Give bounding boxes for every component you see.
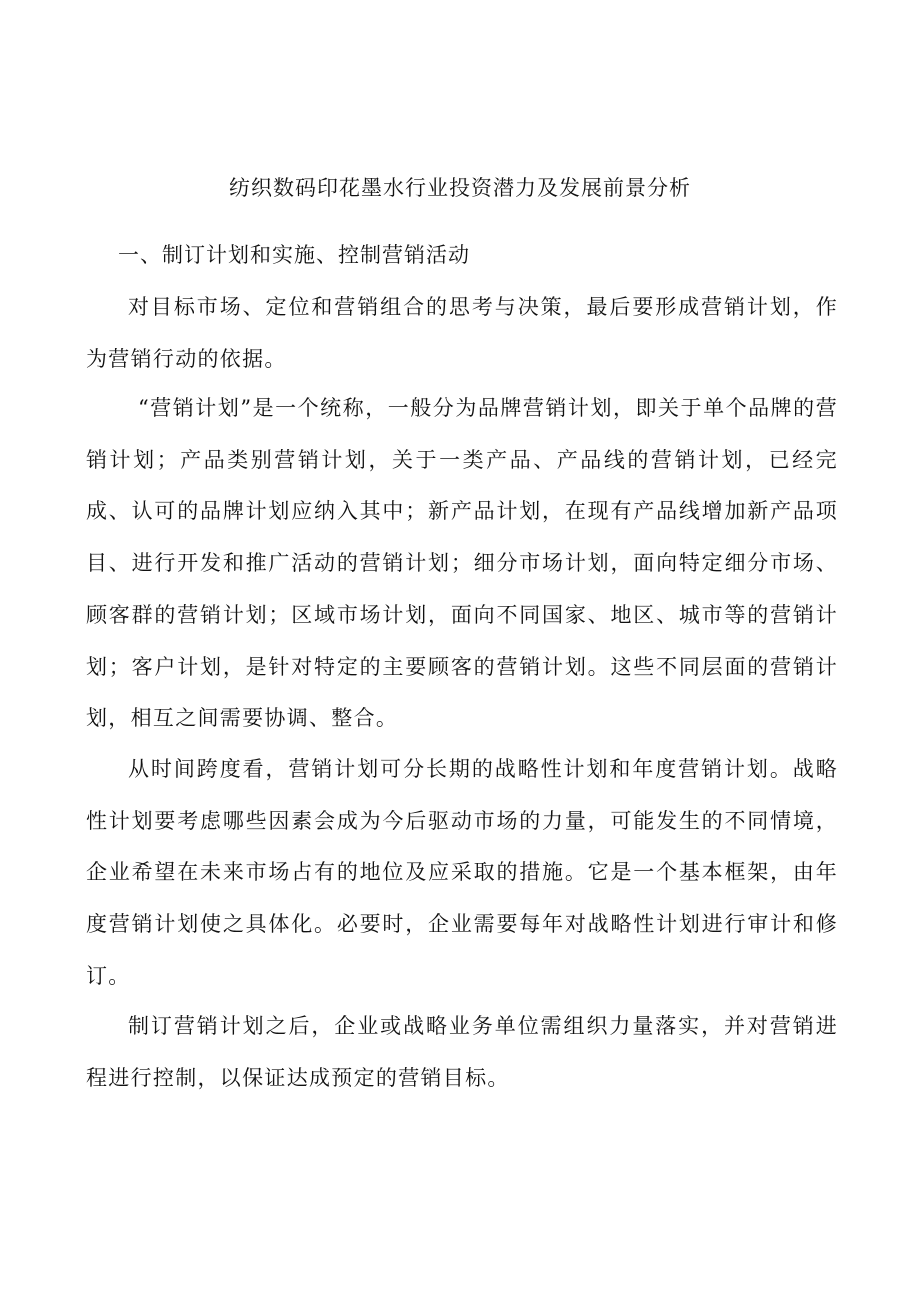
paragraph-2: “营销计划”是一个统称，一般分为品牌营销计划，即关于单个品牌的营销计划；产品类别营销计划，关于一类产品、产品线的营销计划，已经完成、认可的品牌计划应纳入其中；新产品计划，在现有产品线增加新产品项目、进行开发和推广活动的营销计划；细分市场计划，面向特定细分市场、顾客群的营销计划；区域市场计划，面向不同国家、地区、城市等的营销计划；客户计划，是针对特定的主要顾客的营销计划。这些不同层面的营销计划，相互之间需要协调、整合。 <box>86 396 838 731</box>
document-title: 纺织数码印花墨水行业投资潜力及发展前景分析 <box>229 176 691 200</box>
paragraph-3: 从时间跨度看，营销计划可分长期的战略性计划和年度营销计划。战略性计划要考虑哪些因素会成为今后驱动市场的力量，可能发生的不同情境，企业希望在未来市场占有的地位及应采取的措施。它是一个基本框架，由年度营销计划使之具体化。必要时，企业需要每年对战略性计划进行审计和修订。 <box>86 757 838 988</box>
paragraph-1: 对目标市场、定位和营销组合的思考与决策，最后要形成营销计划，作为营销行动的依据。 <box>86 295 838 371</box>
paragraph-4: 制订营销计划之后，企业或战略业务单位需组织力量落实，并对营销进程进行控制，以保证达成预定的营销目标。 <box>86 1014 838 1090</box>
section-heading: 一、制订计划和实施、控制营销活动 <box>118 243 470 267</box>
